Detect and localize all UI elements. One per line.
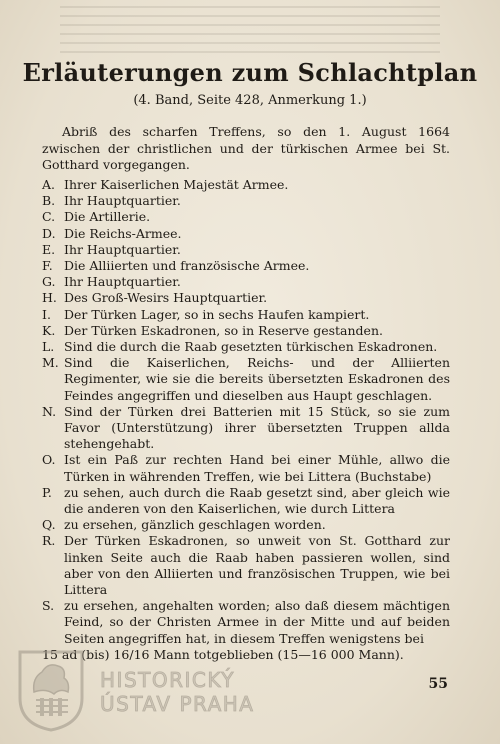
page-number: 55 [428, 676, 448, 692]
list-item [42, 339, 450, 355]
legend-list [42, 177, 450, 663]
intro-paragraph: Abriß des scharfen Treffens, so den 1. August 1664 zwischen der christlichen und der türkischen Armee bei St. Gotthard vorgegangen. [42, 124, 450, 172]
list-item [42, 485, 450, 517]
list-item [42, 258, 450, 274]
lion-seal-icon [14, 648, 88, 732]
page-title: Erläuterungen zum Schlachtplan [22, 58, 478, 87]
item-text: zu ersehen, angehalten worden; also daß diesem mächtigen Feind, so der Christen Armee in der Mitte und auf beiden Seiten angegriffen hat, in diesem Treffen wenigstens bei [64, 598, 450, 646]
item-text: Der Türken Eskadronen, so in Reserve gestanden. [64, 322, 383, 338]
item-letter: A. [42, 177, 56, 192]
item-letter: S. [42, 598, 55, 614]
item-letter: C. [42, 209, 56, 225]
list-item [42, 323, 450, 339]
item-text: Sind die durch die Raab gesetzten türkischen Eskadronen. [64, 339, 438, 355]
item-letter: G. [42, 274, 56, 290]
list-item [42, 242, 450, 258]
item-letter: Q. [42, 517, 56, 533]
item-text: Ihr Hauptquartier. [64, 274, 181, 290]
item-letter: P. [42, 484, 52, 500]
item-letter: O. [42, 452, 56, 468]
list-item [42, 274, 450, 290]
item-text: Sind der Türken drei Batterien mit 15 Stück, so sie zum Favor (Unterstützung) ihrer übersetzten Truppen allda stehengehabt. [64, 403, 450, 452]
list-item [42, 517, 450, 533]
watermark-line-2: ÚSTAV PRAHA [100, 692, 255, 716]
list-item [42, 404, 450, 453]
item-letter: B. [42, 193, 56, 209]
final-line: 15 ad (bis) 16/16 Mann totgeblieben (15—16 000 Mann). [42, 646, 404, 662]
item-text: Die Reichs-Armee. [64, 225, 182, 241]
item-letter: L. [42, 339, 55, 355]
item-letter: I. [42, 306, 51, 322]
item-text: Der Türken Lager, so in sechs Haufen kampiert. [64, 306, 370, 322]
list-item [42, 533, 450, 598]
item-text: Ist ein Paß zur rechten Hand bei einer Mühle, allwo die Türken in währenden Treffen, wie bei Littera (Buchstabe) [64, 452, 450, 484]
list-item [42, 193, 450, 209]
page-subtitle: (4. Band, Seite 428, Anmerkung 1.) [133, 93, 367, 108]
item-text: Sind die Kaiserlichen, Reichs- und der Alliierten Regimenter, wie sie die bereits übersetzten Eskadronen des Feindes angegriffen und dieselben aus Haupt geschlagen. [64, 355, 450, 403]
list-item [42, 209, 450, 225]
list-item [42, 177, 450, 193]
item-letter: R. [42, 533, 56, 549]
item-text: Die Alliierten und französische Armee. [64, 258, 310, 274]
list-item [42, 598, 450, 647]
item-text: Die Artillerie. [64, 209, 151, 225]
list-item [42, 452, 450, 484]
item-text: Ihr Hauptquartier. [64, 241, 181, 257]
item-letter: N. [42, 403, 57, 419]
item-letter: K. [42, 322, 56, 338]
item-letter: H. [42, 290, 57, 306]
item-letter: D. [42, 225, 56, 241]
watermark-line-1: HISTORICKÝ [100, 668, 235, 692]
item-text: Der Türken Eskadronen, so unweit von St. Gotthard zur linken Seite auch die Raab haben passieren wollen, sind aber von den Alliierten und französischen Truppen, wie bei Littera [64, 533, 450, 598]
item-text: zu ersehen, gänzlich geschlagen worden. [64, 517, 326, 533]
item-text: Ihrer Kaiserlichen Majestät Armee. [64, 177, 289, 192]
item-letter: F. [42, 258, 53, 274]
reverse-side-bleed-through [60, 6, 440, 56]
list-item [42, 355, 450, 404]
item-text: Des Groß-Wesirs Hauptquartier. [64, 290, 268, 306]
item-text: Ihr Hauptquartier. [64, 193, 181, 209]
institute-watermark [14, 648, 264, 732]
list-item [42, 290, 450, 306]
item-text: zu sehen, auch durch die Raab gesetzt sind, aber gleich wie die anderen von den Kaiserlichen, wie durch Littera [64, 484, 450, 517]
list-item [42, 307, 450, 323]
item-letter: M. [42, 355, 59, 371]
item-letter: E. [42, 241, 56, 257]
list-item [42, 226, 450, 242]
